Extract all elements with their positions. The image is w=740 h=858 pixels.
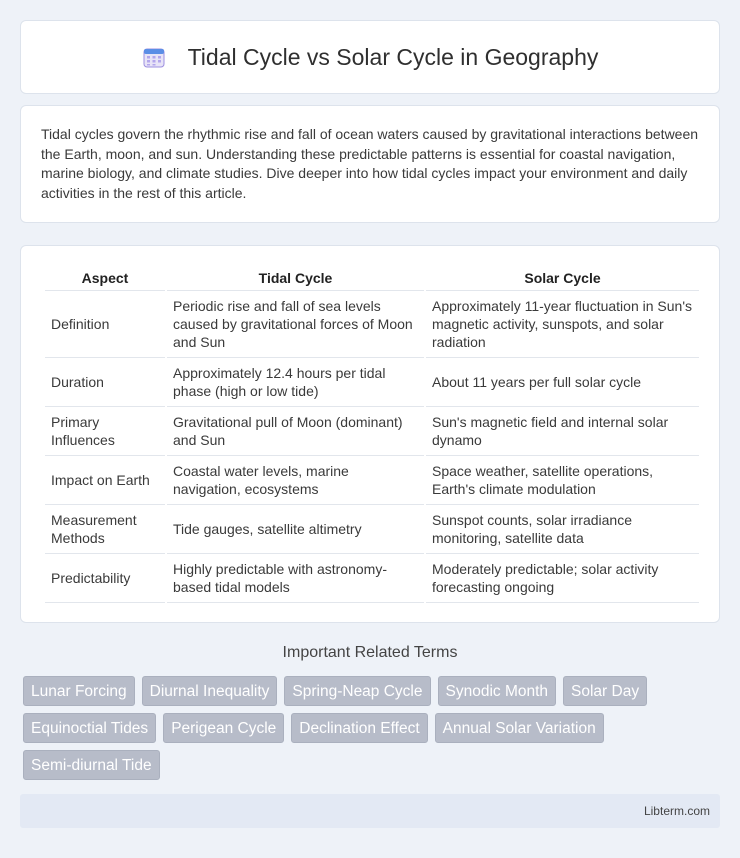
row-solar: About 11 years per full solar cycle [426,358,699,407]
row-aspect: Impact on Earth [45,456,165,505]
header-card [20,20,720,94]
row-tidal: Periodic rise and fall of sea levels caused by gravitational forces of Moon and Sun [167,291,424,358]
row-solar: Approximately 11-year fluctuation in Sun's magnetic activity, sunspots, and solar radiation [426,291,699,358]
term-tag[interactable]: Equinoctial Tides [23,713,156,743]
row-aspect: Predictability [45,554,165,603]
term-tag[interactable]: Declination Effect [291,713,427,743]
row-solar: Moderately predictable; solar activity forecasting ongoing [426,554,699,603]
page-title: Tidal Cycle vs Solar Cycle in Geography [187,43,599,70]
term-tag[interactable]: Diurnal Inequality [142,676,278,706]
table-header-row [45,266,699,291]
row-tidal: Coastal water levels, marine navigation, ecosystems [167,456,424,505]
footer [20,794,720,828]
header-inner [142,44,599,71]
term-tag[interactable]: Annual Solar Variation [435,713,604,743]
term-tag[interactable]: Solar Day [563,676,647,706]
term-tag[interactable]: Lunar Forcing [23,676,135,706]
comparison-table-card [20,245,720,623]
intro-paragraph: Tidal cycles govern the rhythmic rise and fall of ocean waters caused by gravitational interactions between the Earth, moon, and sun. Understanding these predictable patterns is essential for coastal navigation, marine biology, and climate studies. Dive deeper into how tidal cycles impact your environment and daily activities in the rest of this article. [41,126,699,201]
table-row [45,505,699,554]
header-solar-cycle: Solar Cycle [426,266,699,291]
table-row [45,456,699,505]
row-aspect: Duration [45,358,165,407]
row-solar: Sunspot counts, solar irradiance monitoring, satellite data [426,505,699,554]
row-tidal: Highly predictable with astronomy-based tidal models [167,554,424,603]
footer-site-link[interactable]: Libterm.com [643,804,710,818]
term-tag[interactable]: Semi-diurnal Tide [23,750,160,780]
table-row [45,291,699,358]
row-tidal: Approximately 12.4 hours per tidal phase (high or low tide) [167,358,424,407]
row-aspect: Primary Influences [45,407,165,456]
term-tag[interactable]: Perigean Cycle [163,713,284,743]
row-aspect: Measurement Methods [45,505,165,554]
calendar-icon [142,45,166,69]
table-row [45,554,699,603]
row-solar: Sun's magnetic field and internal solar dynamo [426,407,699,456]
related-terms-list [23,676,723,780]
term-tag[interactable]: Synodic Month [438,676,557,706]
intro-card [20,105,720,223]
row-tidal: Gravitational pull of Moon (dominant) and Sun [167,407,424,456]
table-row [45,358,699,407]
table-row [45,407,699,456]
header-aspect: Aspect [45,266,165,291]
row-solar: Space weather, satellite operations, Earth's climate modulation [426,456,699,505]
row-aspect: Definition [45,291,165,358]
row-tidal: Tide gauges, satellite altimetry [167,505,424,554]
related-terms-title: Important Related Terms [282,644,458,661]
comparison-table [43,266,701,603]
header-tidal-cycle: Tidal Cycle [167,266,424,291]
term-tag[interactable]: Spring-Neap Cycle [284,676,430,706]
